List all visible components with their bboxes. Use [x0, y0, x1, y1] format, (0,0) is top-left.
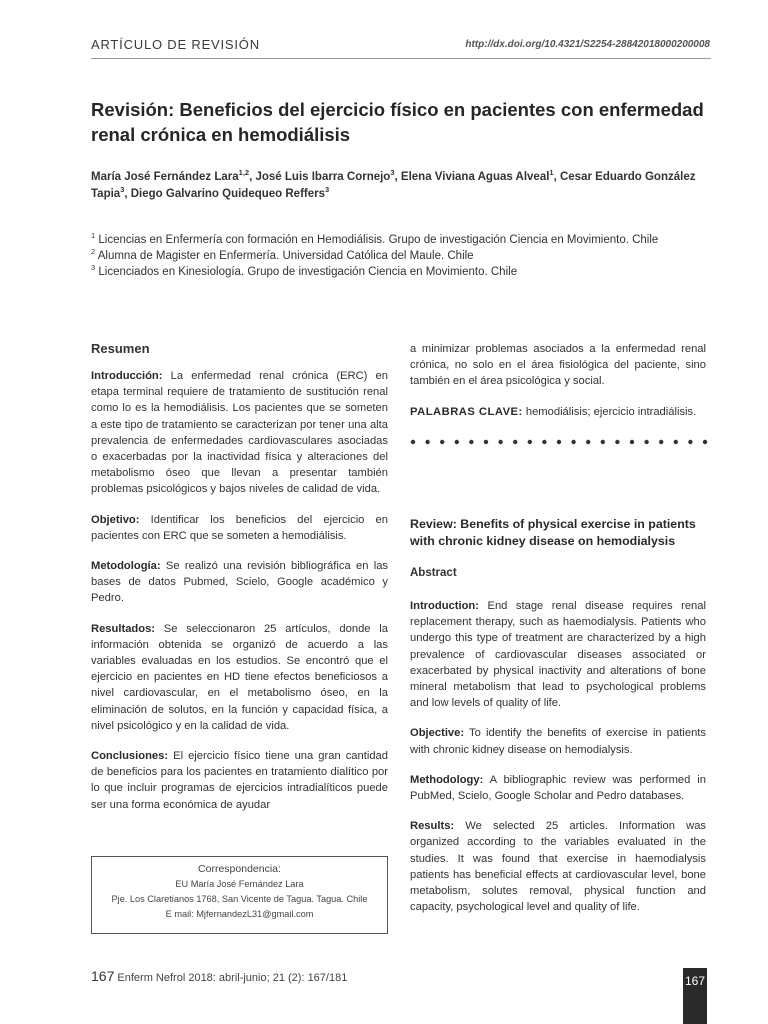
affiliation-text: Alumna de Magister en Enfermería. Universidad Católica del Maule. Chile: [97, 250, 474, 262]
article-title: Revisión: Beneficios del ejercicio físico en pacientes con enfermedad renal crónica en hemodiálisis: [91, 99, 704, 145]
separator-dot: [542, 440, 546, 444]
section-label: Introduction:: [410, 600, 479, 612]
affiliation-item: [91, 232, 716, 248]
author-affil-sup: 1: [549, 168, 554, 178]
resumen-paragraph: [91, 621, 388, 734]
author-list: [91, 169, 716, 203]
section-text: Se realizó una revisión bibliográfica en las bases de datos Pubmed, Scielo, Google académico y Pedro.: [91, 560, 389, 605]
author-name: José Luis Ibarra Cornejo: [255, 171, 391, 183]
section-text: El ejercicio físico tiene una gran cantidad de beneficios para los pacientes en tratamiento dialítico por lo que incluir programas de ejercicios intradialíticos puede ser una forma económica de ayudar: [91, 750, 388, 811]
author-name: Elena Viviana Aguas Alveal: [400, 171, 550, 183]
section-label: Results:: [410, 820, 455, 833]
author-sep: ,: [124, 188, 131, 200]
section-label: Resultados:: [91, 622, 156, 635]
abstract-paragraph: [410, 772, 706, 804]
author-name: María José Fernández Lara: [91, 171, 239, 183]
resumen-paragraph: [91, 368, 388, 498]
footer-citation: [91, 968, 347, 984]
correspondence-heading: Correspondencia:: [198, 863, 281, 875]
header-rule: [91, 58, 711, 59]
affiliation-item: [91, 248, 716, 264]
keywords-label: PALABRAS CLAVE:: [410, 405, 523, 418]
affiliations: [91, 232, 716, 280]
separator-dot: [659, 440, 663, 444]
section-text: We selected 25 articles. Information was organized according to the variables evaluated in the studies. It was found that exercise in haemodialysis patients has beneficial effects at cardiovascular level, bone metabolism, solutes removal, physical function and capacity, psychological level and quality of life.: [410, 820, 707, 914]
correspondence-box: [91, 856, 388, 934]
section-label: ARTÍCULO DE REVISIÓN: [91, 37, 260, 52]
footer-page-number: 167: [91, 968, 115, 984]
keywords-text: hemodiálisis; ejercicio intradiálisis.: [525, 405, 697, 418]
separator-dot: [674, 440, 678, 444]
resumen-heading: Resumen: [91, 341, 150, 356]
affiliation-item: [91, 264, 716, 280]
author-name: Diego Galvarino Quidequeo Reffers: [130, 188, 326, 200]
page-number-tab: 167: [683, 968, 707, 1024]
resumen-right-column: [410, 341, 706, 434]
doi-link[interactable]: http://dx.doi.org/10.4321/S2254-28842018000200008: [465, 39, 710, 50]
separator-dot: [425, 440, 429, 444]
separator-dot: [586, 440, 590, 444]
author-affil-sup: 1,2: [238, 168, 250, 178]
separator-dot: [469, 440, 473, 444]
separator-dot: [688, 440, 692, 444]
separator-dot: [703, 440, 707, 444]
separator-dot: [440, 440, 444, 444]
section-label: Methodology:: [410, 773, 484, 786]
author-sep: ,: [249, 171, 256, 183]
separator-dot: [571, 440, 575, 444]
separator-dot: [528, 440, 532, 444]
section-label: Metodología:: [91, 560, 161, 573]
separator-dot: [615, 440, 619, 444]
separator-dot: [557, 440, 561, 444]
footer-citation-text: Enferm Nefrol 2018: abril-junio; 21 (2): 167/181: [117, 972, 348, 984]
section-text: La enfermedad renal crónica (ERC) en etapa terminal requiere de tratamiento de sustitución renal como lo es la hemodiálisis. Los pacientes que se someten a este tipo de tratamiento se caracterizan por tener una alta prevalencia de enfermedades cardiovasculares asociadas o exacerbadas por la inactividad física y alteraciones del metabolismo óseo que llevan a presentar también problemas psicológicos y bajos niveles de calidad de vida.: [91, 370, 388, 496]
separator-dot: [601, 440, 605, 444]
abstract-paragraph: [410, 725, 706, 757]
abstract-column: [410, 598, 706, 929]
keywords: [410, 404, 706, 420]
resumen-paragraph: [91, 558, 388, 607]
review-title: Review: Benefits of physical exercise in patients with chronic kidney disease on hemodialysis: [410, 517, 696, 548]
resumen-left-column: [91, 368, 388, 827]
separator-dot: [411, 440, 415, 444]
section-label: Conclusiones:: [91, 750, 169, 763]
section-label: Objective:: [410, 727, 465, 740]
section-text: To identify the benefits of exercise in patients with chronic kidney disease on hemodialysis.: [410, 727, 706, 756]
resumen-paragraph: [91, 512, 388, 544]
section-text: Identificar los beneficios del ejercicio en pacientes con ERC que se someten a hemodiálisis.: [91, 513, 388, 542]
affiliation-text: Licencias en Enfermería con formación en Hemodiálisis. Grupo de investigación Ciencia en Movimiento. Chile: [98, 234, 659, 246]
correspondence-address: Pje. Los Claretianos 1768, San Vicente de Tagua. Tagua. Chile: [111, 894, 368, 904]
affiliation-text: Licenciados en Kinesiología. Grupo de investigación Ciencia en Movimiento. Chile: [98, 266, 518, 278]
separator-dot: [644, 440, 648, 444]
affiliation-num: 2: [91, 247, 96, 257]
dot-separator: [410, 435, 710, 449]
section-text: Se seleccionaron 25 artículos, donde la información obtenida se organizó de acuerdo a las variables evaluadas en los estudios. Se encontró que el ejercicio en pacientes en HD tiene efectos beneficiosos a nivel cardiovascular, en el metabolismo óseo, en la eliminación de solutos, en la función y capacidad física, a nivel psicológico y en la calidad de vida.: [91, 622, 388, 732]
abstract-heading: Abstract: [410, 567, 457, 579]
abstract-paragraph: [410, 818, 706, 915]
correspondence-email[interactable]: E mail: MjfernandezL31@gmail.com: [165, 909, 314, 919]
abstract-paragraph: [410, 598, 706, 711]
section-label: Objetivo:: [91, 513, 140, 526]
separator-dot: [630, 440, 634, 444]
author-sep: ,: [394, 171, 401, 183]
resumen-paragraph: [91, 748, 388, 813]
section-text: End stage renal disease requires renal replacement therapy, such as haemodialysis. Patients who undergo this type of treatment are characterized by a high prevalence of cardiovascular diseases associated or exacerbated by physical inactivity and alterations of bone mineral metabolism that lead to psychological problems and low levels of quality of life.: [410, 600, 706, 710]
correspondence-name: EU María José Fernández Lara: [175, 879, 304, 889]
resumen-continuation: a minimizar problemas asociados a la enfermedad renal crónica, no solo en el área fisiológica del paciente, sino también en el área psicológica y social.: [410, 343, 706, 388]
separator-dot: [484, 440, 488, 444]
separator-dot: [498, 440, 502, 444]
separator-dot: [455, 440, 459, 444]
section-text: A bibliographic review was performed in PubMed, Scielo, Google Scholar and Pedro databases.: [410, 773, 706, 803]
section-label: Introducción:: [91, 370, 163, 382]
separator-dot: [513, 440, 517, 444]
author-affil-sup: 3: [390, 168, 395, 178]
author-name: Cesar Eduardo González Tapia: [91, 171, 696, 200]
author-affil-sup: 3: [325, 185, 330, 195]
affiliation-num: 1: [91, 231, 96, 241]
author-affil-sup: 3: [120, 185, 125, 195]
affiliation-num: 3: [91, 263, 96, 273]
author-sep: ,: [553, 171, 560, 183]
